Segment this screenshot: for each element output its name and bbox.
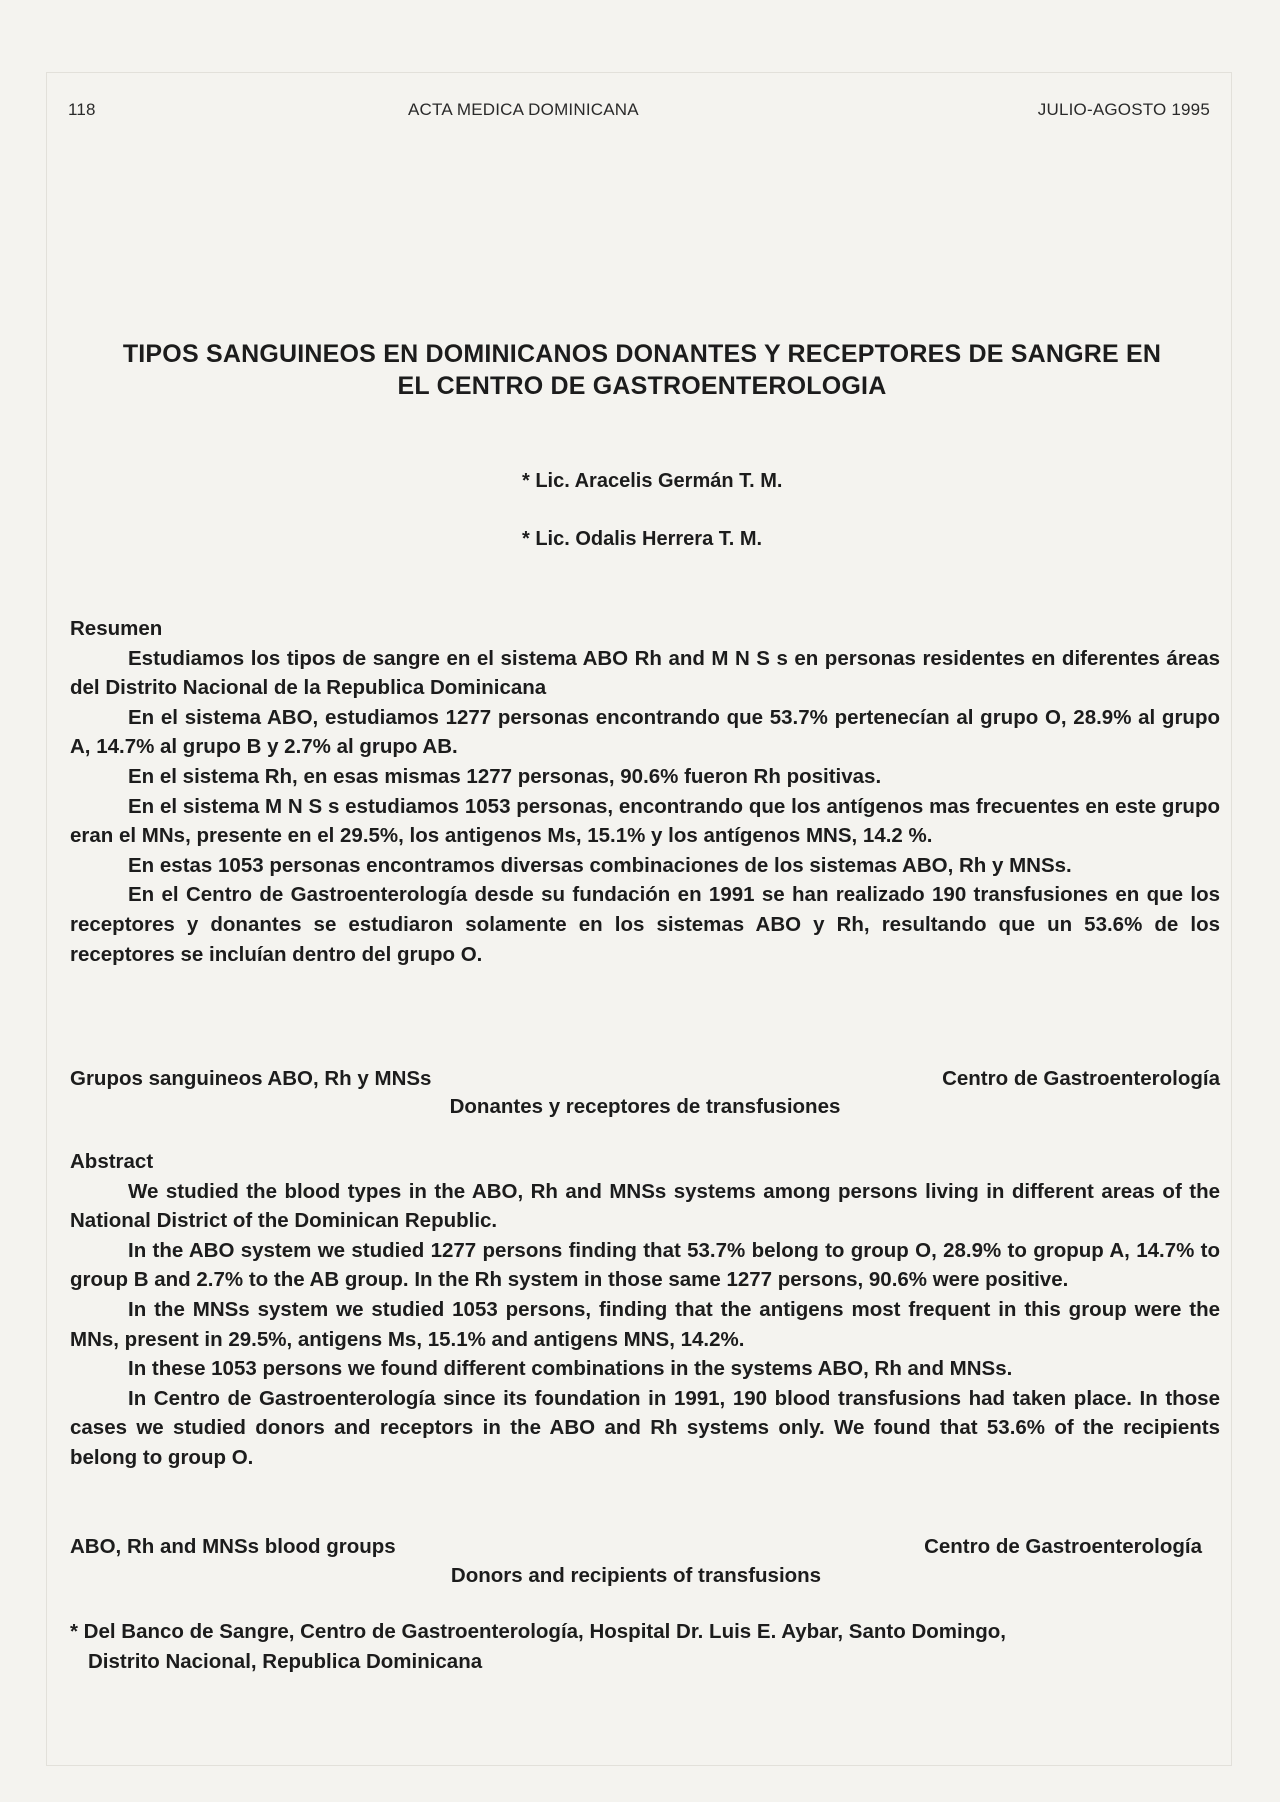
footnote-line-2: Distrito Nacional, Republica Dominicana [88,1649,483,1673]
resumen-paragraph-3: En el sistema Rh, en esas mismas 1277 personas, 90.6% fueron Rh positivas. [128,764,882,788]
abstract-keywords-left: ABO, Rh and MNSs blood groups [70,1535,396,1558]
abstract-section [70,1147,1220,1473]
resumen-paragraph-5: En estas 1053 personas encontramos diversas combinaciones de los sistemas ABO, Rh y MNSs. [128,853,1072,877]
abstract-heading: Abstract [70,1150,154,1173]
abstract-paragraph-3: In the MNSs system we studied 1053 persons, finding that the antigens most frequent in this group were the MNs, present in 29.5%, antigens Ms, 15.1% and antigens MNS, 14.2%. [70,1297,1220,1351]
abstract-keywords-center-row [70,1561,1202,1590]
abstract-paragraph-1: We studied the blood types in the ABO, Rh and MNSs systems among persons living in different areas of the National District of the Dominican Republic. [70,1179,1220,1233]
abstract-paragraph-2: In the ABO system we studied 1277 persons finding that 53.7% belong to group O, 28.9% to gropup A, 14.7% to group B and 2.7% to the AB group. In the Rh system in those same 1277 persons, 90.6% were positive. [70,1238,1220,1292]
resumen-paragraph-1: Estudiamos los tipos de sangre en el sistema ABO Rh and M N S s en personas residentes en diferentes áreas del Distrito Nacional de la Republica Dominicana [70,646,1220,700]
abstract-keywords-right: Centro de Gastroenterología [924,1535,1202,1558]
resumen-paragraph-2: En el sistema ABO, estudiamos 1277 personas encontrando que 53.7% pertenecían al grupo O, 28.9% al grupo A, 14.7% al grupo B y 2.7% al grupo AB. [70,705,1220,759]
journal-name: ACTA MEDICA DOMINICANA [408,100,639,119]
page-number: 118 [68,100,96,119]
abstract-keywords-row [70,1532,1202,1561]
resumen-section [70,614,1220,969]
resumen-keywords-center: Donantes y receptores de transfusiones [449,1095,841,1118]
resumen-keywords-row [70,1064,1220,1093]
resumen-heading: Resumen [70,617,163,640]
running-header [68,100,1210,122]
title-line-1: TIPOS SANGUINEOS EN DOMINICANOS DONANTES Y RECEPTORES DE SANGRE EN [122,340,1162,368]
resumen-keywords-right: Centro de Gastroenterología [942,1067,1220,1090]
author-2: * Lic. Odalis Herrera T. M. [522,528,763,550]
resumen-paragraph-6: En el Centro de Gastroenterología desde su fundación en 1991 se han realizado 190 transfusiones en que los receptores y donantes se estudiaron solamente en los sistemas ABO y Rh, resultando que un 53.6% de los receptores se incluían dentro del grupo O. [70,883,1220,966]
title-line-2: EL CENTRO DE GASTROENTEROLOGIA [397,372,887,400]
abstract-paragraph-5: In Centro de Gastroenterología since its foundation in 1991, 190 blood transfusions had taken place. In those cases we studied donors and receptors in the ABO and Rh systems only. We found that 53.6% of the recipients belong to group O. [70,1386,1220,1469]
abstract-keywords-center: Donors and recipients of transfusions [450,1564,822,1587]
article-title [72,338,1212,402]
resumen-paragraph-4: En el sistema M N S s estudiamos 1053 personas, encontrando que los antígenos mas frecuentes en este grupo eran el MNs, presente en el 29.5%, los antigenos Ms, 15.1% y los antígenos MNS, 14.2 %. [70,794,1220,848]
resumen-keywords-center-row [70,1092,1220,1121]
resumen-keywords-left: Grupos sanguineos ABO, Rh y MNSs [70,1067,432,1090]
abstract-paragraph-4: In these 1053 persons we found different combinations in the systems ABO, Rh and MNSs. [128,1357,1013,1381]
author-1: * Lic. Aracelis Germán T. M. [522,470,783,492]
footnote-line-1: * Del Banco de Sangre, Centro de Gastroenterología, Hospital Dr. Luis E. Aybar, Santo Domingo, [70,1620,1006,1643]
issue-date: JULIO-AGOSTO 1995 [1037,100,1210,119]
affiliation-footnote [70,1617,1220,1676]
